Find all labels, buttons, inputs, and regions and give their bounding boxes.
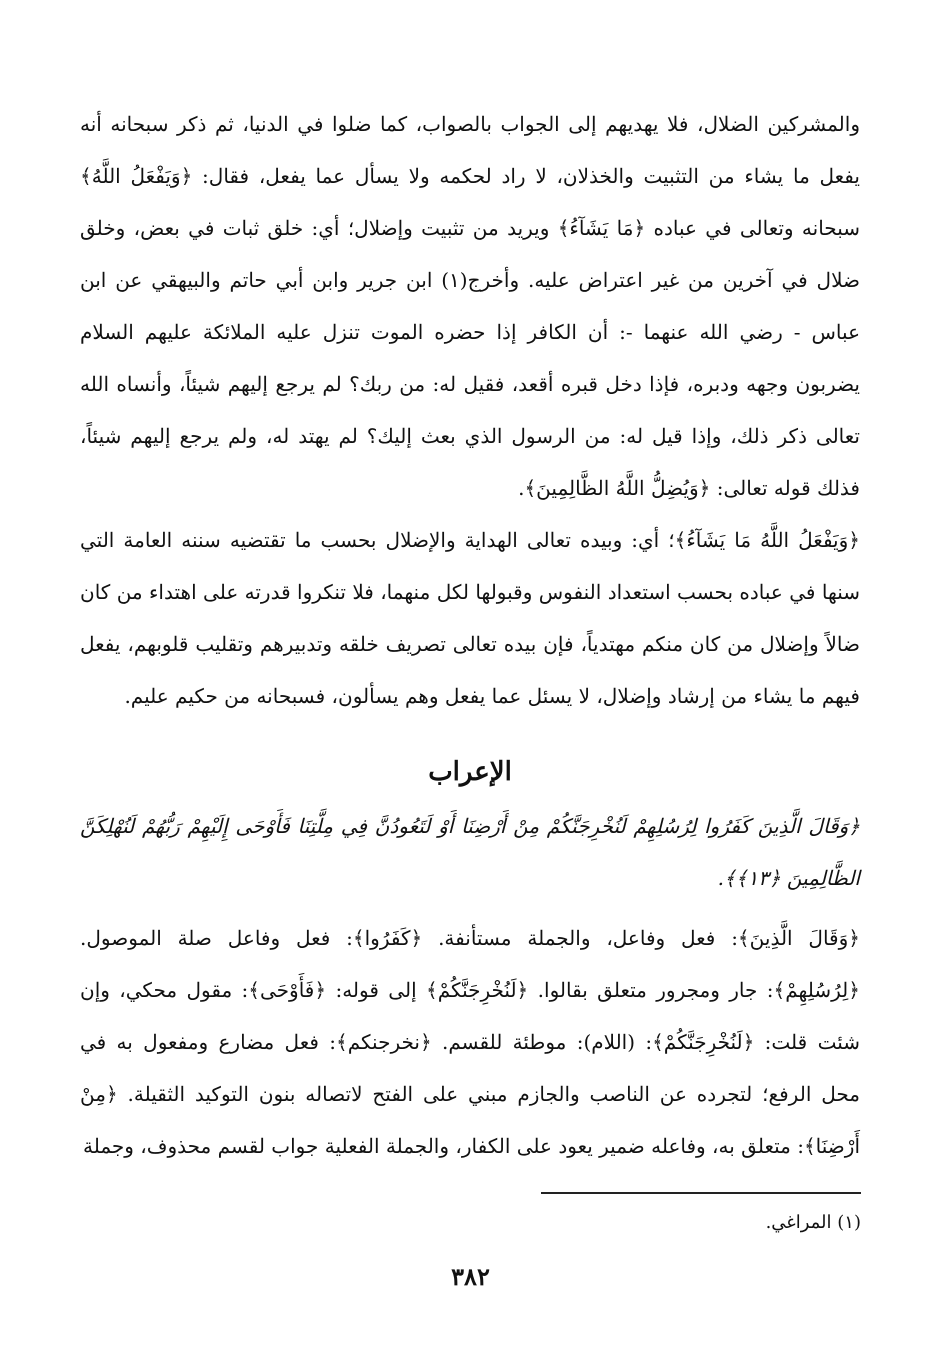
page-body <box>80 98 860 1172</box>
page-number: ٣٨٢ <box>451 1262 490 1291</box>
footnote-divider <box>541 1192 861 1194</box>
section-heading: الإعراب <box>428 757 512 787</box>
quran-verse: ﴿وَقَالَ الَّذِينَ كَفَرُوا لِرُسُلِهِمْ لَنُخْرِجَنَّكُمْ مِنْ أَرْضِنَا أَوْ لَتَعُودُنَّ فِي مِلَّتِنَا فَأَوْحَى إِلَيْهِمْ رَبُّهُمْ لَنُهْلِكَنَّ الظَّالِمِينَ ﴿١٣﴾﴾. <box>80 814 860 890</box>
footnote: (١) المراغي. <box>765 1212 861 1233</box>
grammar-analysis-paragraph: ﴿وَقَالَ الَّذِينَ﴾: فعل وفاعل، والجملة مستأنفة. ﴿كَفَرُوا﴾: فعل وفاعل صلة الموصول. ﴿لِرُسُلِهِمْ﴾: جار ومجرور متعلق بقالوا. ﴿لَنُخْرِجَنَّكُمْ﴾ إلى قوله: ﴿فَأَوْحَى﴾: مقول محكي، وإن شئت قلت: ﴿لَنُخْرِجَنَّكُمْ﴾: (اللام): موطئة للقسم. ﴿نخرجنكم﴾: فعل مضارع ومفعول به في محل الرفع؛ لتجرده عن الناصب والجازم مبني على الفتح لاتصاله بنون التوكيد الثقيلة. ﴿مِنْ أَرْضِنَا﴾: متعلق به، وفاعله ضمير يعود على الكفار، والجملة الفعلية جواب لقسم محذوف، وجملة <box>80 926 860 1158</box>
commentary-paragraph-1: والمشركين الضلال، فلا يهديهم إلى الجواب بالصواب، كما ضلوا في الدنيا، ثم ذكر سبحانه أنه يفعل ما يشاء من التثبيت والخذلان، لا راد لحكمه ولا يسأل عما يفعل، فقال: ﴿وَيَفْعَلُ اللَّهُ﴾ سبحانه وتعالى في عباده ﴿مَا يَشَآءُ﴾ ويريد من تثبيت وإضلال؛ أي: خلق ثبات في بعض، وخلق ضلال في آخرين من غير اعتراض عليه. وأخرج(١) ابن جرير وابن أبي حاتم والبيهقي عن ابن عباس - رضي الله عنهما -: أن الكافر إذا حضره الموت تنزل عليه الملائكة عليهم السلام يضربون وجهه ودبره، فإذا دخل قبره أقعد، فقيل له: من ربك؟ لم يرجع إليهم شيئاً، وأنساه الله تعالى ذكر ذلك، وإذا قيل له: من الرسول الذي بعث إليك؟ لم يهتد له، ولم يرجع إليهم شيئاً، فذلك قوله تعالى: ﴿وَيُضِلُّ اللَّهُ الظَّالِمِينَ﴾. <box>80 112 860 500</box>
commentary-paragraph-2: ﴿وَيَفْعَلُ اللَّهُ مَا يَشَآءُ﴾؛ أي: وبيده تعالى الهداية والإضلال بحسب ما تقتضيه سننه العامة التي سنها في عباده بحسب استعداد النفوس وقبولها لكل منهما، فلا تنكروا قدرته على اهتداء من كان ضالاً وإضلال من كان منكم مهتدياً، فإن بيده تعالى تصريف خلقه وتدبيرهم وتقليب قلوبهم، يفعل فيهم ما يشاء من إرشاد وإضلال، لا يسئل عما يفعل وهم يسألون، فسبحانه من حكيم عليم. <box>80 528 861 708</box>
